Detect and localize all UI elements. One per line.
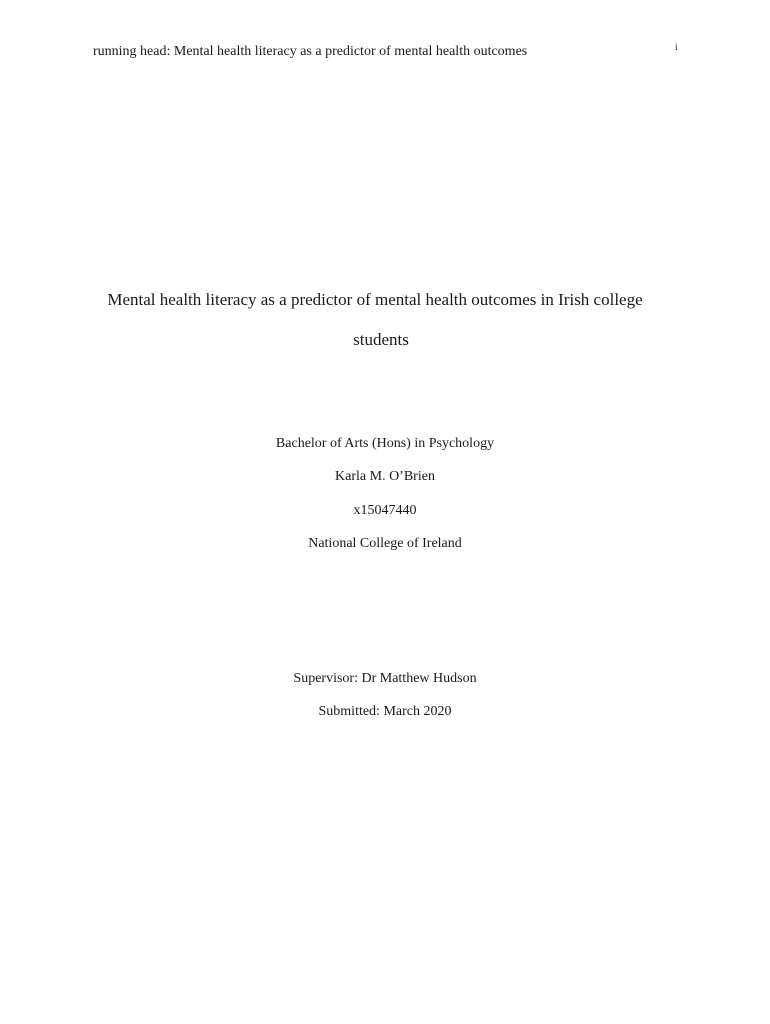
document-title-line-1: Mental health literacy as a predictor of mental health outcomes in Irish college — [107, 290, 643, 309]
running-head: running head: Mental health literacy as a predictor of mental health outcomes — [93, 44, 528, 59]
document-title-line-2: students — [353, 330, 409, 349]
student-id: x15047440 — [353, 503, 417, 518]
submission-date: Submitted: March 2020 — [318, 704, 452, 719]
college-name: National College of Ireland — [308, 536, 462, 551]
author-name: Karla M. O’Brien — [335, 469, 435, 484]
degree-name: Bachelor of Arts (Hons) in Psychology — [275, 436, 495, 451]
page-number: i — [675, 42, 678, 52]
supervisor-line: Supervisor: Dr Matthew Hudson — [293, 671, 477, 686]
